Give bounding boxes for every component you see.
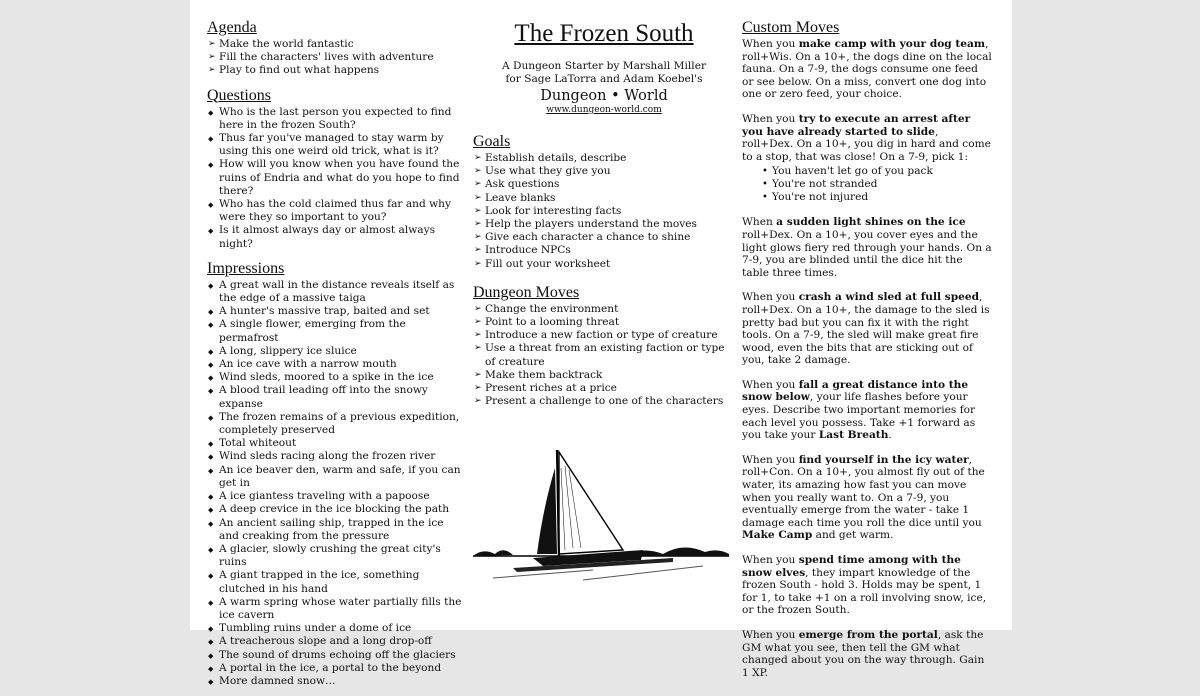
questions-heading: Questions [207, 86, 271, 104]
dungeon-moves-list [473, 303, 735, 409]
impression-item: ◆ A ice giantess traveling with a papoose [207, 490, 465, 503]
impression-item: ◆ A blood trail leading off into the snowy expanse [207, 384, 465, 410]
impression-item: ◆ A hunter's massive trap, baited and set [207, 305, 465, 318]
agenda-item: ➢ Make the world fantastic [207, 38, 465, 51]
goal-item: ➢ Help the players understand the moves [473, 218, 735, 231]
impression-item: ◆ Total whiteout [207, 437, 465, 450]
dungeon-move-item: ➢ Make them backtrack [473, 369, 735, 382]
goal-item: ➢ Introduce NPCs [473, 244, 735, 257]
arrest-option: • You're not injured [762, 191, 992, 204]
page-title: The Frozen South [514, 20, 694, 47]
goal-item: ➢ Fill out your worksheet [473, 258, 735, 271]
question-item: ◆ Who is the last person you expected to find here in the frozen South? [207, 106, 465, 132]
credit-line-1: A Dungeon Starter by Marshall Miller [501, 60, 707, 72]
dungeon-move-item: ➢ Use a threat from an existing faction or type of creature [473, 342, 735, 368]
goals-heading: Goals [473, 133, 511, 150]
goal-item: ➢ Leave blanks [473, 192, 735, 205]
goal-item: ➢ Establish details, describe [473, 152, 735, 165]
move-sudden-light: When a sudden light shines on the ice roll+Dex. On a 10+, you cover eyes and the light glows fiery red through your hands. On a 7-9, you are blinded until the dice hit the table three times. [742, 216, 992, 279]
question-item: ◆ Who has the cold claimed thus far and why were they so important to you? [207, 198, 465, 224]
questions-list [207, 106, 465, 251]
impressions-list [207, 279, 465, 688]
impression-item: ◆ Tumbling ruins under a dome of ice [207, 622, 465, 635]
move-make-camp: When you make camp with your dog team, roll+Wis. On a 10+, the dogs dine on the local fauna. On a 7-9, the dogs consume one feed or see below. On a miss, convert one dog into one or zero feed, your choice. [742, 38, 992, 101]
middle-column [473, 18, 735, 416]
credit-line-2: for Sage LaTorra and Adam Koebel's [505, 73, 703, 85]
impression-item: ◆ A giant trapped in the ice, something clutched in his hand [207, 569, 465, 595]
goals-list [473, 152, 735, 271]
arrest-option: • You haven't let go of you pack [762, 165, 992, 178]
impression-item: ◆ A warm spring whose water partially fills the ice cavern [207, 596, 465, 622]
dungeon-move-item: ➢ Introduce a new faction or type of creature [473, 329, 735, 342]
arrest-option: • You're not stranded [762, 178, 992, 191]
left-column [207, 18, 465, 696]
impression-item: ◆ A glacier, slowly crushing the great city's ruins [207, 543, 465, 569]
goal-item: ➢ Give each character a chance to shine [473, 231, 735, 244]
impression-item: ◆ A deep crevice in the ice blocking the path [207, 503, 465, 516]
move-icy-water: When you find yourself in the icy water, roll+Con. On a 10+, you almost fly out of the water, its amazing how fast you can move when you really want to. On a 7-9, you eventually emerge from the water - take 1 damage each time you roll the dice until you Make Camp and get warm. [742, 453, 985, 542]
ice-boat-illustration [473, 438, 729, 588]
dungeon-move-item: ➢ Present riches at a price [473, 382, 735, 395]
question-item: ◆ Is it almost always day or almost always night? [207, 224, 465, 250]
website-link[interactable]: www.dungeon-world.com [546, 105, 662, 115]
impression-item: ◆ A treacherous slope and a long drop-off [207, 635, 465, 648]
dungeon-move-item: ➢ Point to a looming threat [473, 316, 735, 329]
impression-item: ◆ An ice beaver den, warm and safe, if you can get in [207, 464, 465, 490]
impressions-heading: Impressions [207, 259, 285, 277]
move-crash-sled: When you crash a wind sled at full speed, roll+Dex. On a 10+, the damage to the sled is pretty bad but you can fix it with the right tools. On a 7-9, the sled will make great fire wood, even the bits that are sticking out of you, take 2 damage. [742, 291, 990, 367]
impression-item: ◆ Wind sleds racing along the frozen river [207, 450, 465, 463]
arrest-options-list [742, 165, 992, 204]
question-item: ◆ How will you know when you have found the ruins of Endria and what do you hope to find there? [207, 158, 465, 198]
agenda-item: ➢ Play to find out what happens [207, 64, 465, 77]
credits [473, 60, 735, 86]
custom-moves-heading: Custom Moves [742, 19, 840, 36]
goal-item: ➢ Use what they give you [473, 165, 735, 178]
agenda-item: ➢ Fill the characters' lives with adventure [207, 51, 465, 64]
question-item: ◆ Thus far you've managed to stay warm by using this one weird old trick, what is it? [207, 132, 465, 158]
impression-item: ◆ More damned snow… [207, 675, 465, 688]
move-snow-elves: When you spend time among with the snow elves, they impart knowledge of the frozen South - hold 3. Holds may be spent, 1 for 1, to take +1 on a roll involving snow, ice, or the frozen South. [742, 554, 987, 617]
dungeon-move-item: ➢ Present a challenge to one of the characters [473, 395, 735, 408]
agenda-heading: Agenda [207, 19, 257, 36]
impression-item: ◆ A portal in the ice, a portal to the beyond [207, 662, 465, 675]
goal-item: ➢ Look for interesting facts [473, 205, 735, 218]
sail-shading [561, 466, 581, 550]
impression-item: ◆ A single flower, emerging from the permafrost [207, 318, 465, 344]
goal-item: ➢ Ask questions [473, 178, 735, 191]
impression-item: ◆ A great wall in the distance reveals itself as the edge of a massive taiga [207, 279, 465, 305]
dungeon-move-item: ➢ Change the environment [473, 303, 735, 316]
shore-trees-left [473, 550, 513, 556]
brand-name: Dungeon • World [540, 88, 668, 104]
impression-item: ◆ A long, slippery ice sluice [207, 345, 465, 358]
impression-item: ◆ An ancient sailing ship, trapped in the ice and creaking from the pressure [207, 517, 465, 543]
move-arrest-slide: When you try to execute an arrest after you have already started to slide, roll+Dex. On a 10+, you dig in hard and come to a stop, that was close! On a 7-9, pick 1: [742, 112, 991, 163]
move-fall-distance: When you fall a great distance into the snow below, your life flashes before your eyes. Describe two important memories for each level you possess. Take +1 forward as you take your Last Breath. [742, 378, 976, 442]
jib-sail [537, 468, 557, 554]
impression-item: ◆ The sound of drums echoing off the glaciers [207, 649, 465, 662]
impression-item: ◆ The frozen remains of a previous expedition, completely preserved [207, 411, 465, 437]
starter-page [190, 0, 1012, 687]
move-portal: When you emerge from the portal, ask the GM what you see, then tell the GM what changed about you on the way through. Gain 1 XP. [742, 628, 985, 679]
impression-item: ◆ Wind sleds, moored to a spike in the ice [207, 371, 465, 384]
impression-item: ◆ An ice cave with a narrow mouth [207, 358, 465, 371]
right-column [742, 18, 992, 691]
dungeon-moves-heading: Dungeon Moves [473, 283, 580, 301]
agenda-list [207, 38, 465, 78]
